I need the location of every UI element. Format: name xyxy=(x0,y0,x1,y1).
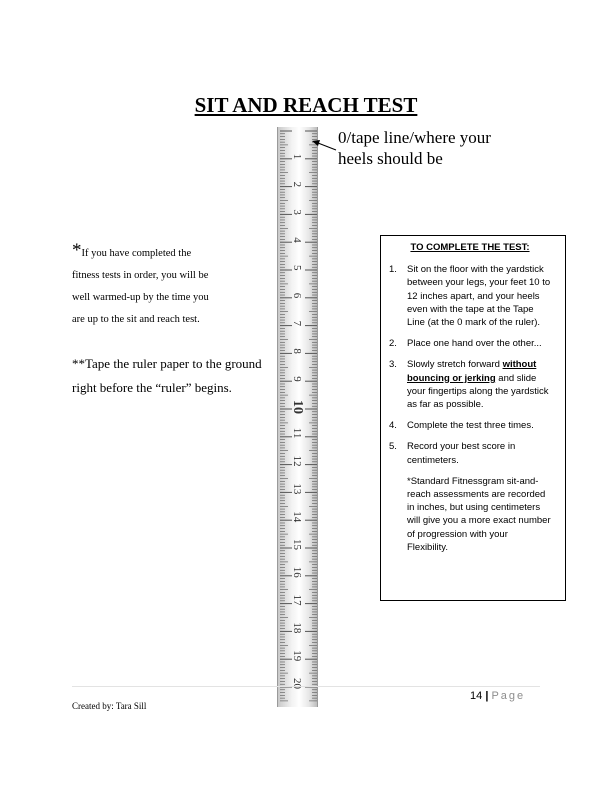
ruler-scale xyxy=(278,127,319,707)
instructions-box xyxy=(380,235,566,601)
ruler-label: 18 xyxy=(291,622,303,634)
ruler-label: 13 xyxy=(291,483,303,495)
step-emphasis: without bouncing or jerking xyxy=(407,359,537,384)
step-text: Complete the test three times. xyxy=(407,420,534,432)
ruler-label: 6 xyxy=(291,292,303,299)
page-word: Page xyxy=(491,690,526,702)
ruler-label: 4 xyxy=(291,237,303,243)
step-text-part: Slowly stretch forward xyxy=(407,359,503,371)
note-line: If you have completed the xyxy=(81,248,192,259)
step-text: Place one hand over the other... xyxy=(407,338,542,350)
step-number: 2. xyxy=(389,338,397,350)
step-text xyxy=(407,358,551,411)
pointer-arrow-icon xyxy=(312,140,338,154)
ruler-label: 7 xyxy=(291,320,303,327)
instructions-heading: TO COMPLETE THE TEST: xyxy=(410,242,530,253)
step-number: 1. xyxy=(389,264,397,276)
footer-divider xyxy=(72,686,540,687)
ruler-label: 15 xyxy=(291,539,303,550)
note-line: fitness tests in order, you will be xyxy=(72,270,209,281)
tape-line-callout xyxy=(338,127,538,169)
note-line: well warmed-up by the time you xyxy=(72,292,209,303)
note-line: **Tape the ruler paper to the ground xyxy=(72,356,262,371)
note-line: are up to the sit and reach test. xyxy=(72,314,200,325)
tape-note xyxy=(72,352,272,400)
list-item xyxy=(389,358,551,411)
ruler xyxy=(277,127,318,707)
note-line: right before the “ruler” begins. xyxy=(72,380,232,395)
step-text: Sit on the floor with the yardstick between your legs, your feet 10 to 12 inches apart, and your heels even with the tape at the Tape Line (at the 0 mark of the ruler). xyxy=(407,264,551,329)
ruler-label: 20 xyxy=(291,678,303,689)
ruler-label: 9 xyxy=(291,376,303,382)
step-text: Record your best score in centimeters. xyxy=(407,441,516,466)
callout-line-1: 0/tape line/where your xyxy=(338,128,491,147)
ruler-label: 3 xyxy=(291,209,303,215)
callout-line-2: heels should be xyxy=(338,149,443,168)
page-number-value: 14 xyxy=(470,690,483,702)
list-item xyxy=(389,263,551,329)
ruler-label: 1 xyxy=(291,153,303,160)
instructions-list xyxy=(389,263,551,467)
list-item xyxy=(389,419,551,432)
warmup-note xyxy=(72,240,272,331)
creator-credit: Created by: Tara Sill xyxy=(72,701,147,711)
fitnessgram-note: *Standard Fitnessgram sit-and-reach assessments are recorded in inches, but using centimeters will give you a more exact number of progression with your Flexibility. xyxy=(407,475,551,553)
ruler-label: 5 xyxy=(291,265,303,271)
step-number: 5. xyxy=(389,441,397,453)
step-text-part: and slide your fingertips along the yardstick as far as possible. xyxy=(407,372,549,411)
step-number: 4. xyxy=(389,420,397,432)
ruler-label: 17 xyxy=(291,594,303,606)
step-number: 3. xyxy=(389,359,397,371)
ruler-label: 12 xyxy=(291,455,303,467)
ruler-label: 8 xyxy=(291,348,303,354)
note-asterisk: * xyxy=(72,240,82,261)
ruler-label: 11 xyxy=(291,427,303,439)
ruler-label: 16 xyxy=(291,566,303,578)
page-number xyxy=(470,690,525,702)
ruler-label: 14 xyxy=(291,511,303,523)
list-item xyxy=(389,337,551,350)
page-title: SIT AND REACH TEST xyxy=(194,93,418,117)
ruler-label: 2 xyxy=(291,181,303,188)
ruler-label: 10 xyxy=(290,400,305,414)
page-separator: | xyxy=(485,690,489,702)
ruler-label: 19 xyxy=(291,650,303,662)
list-item xyxy=(389,440,551,466)
